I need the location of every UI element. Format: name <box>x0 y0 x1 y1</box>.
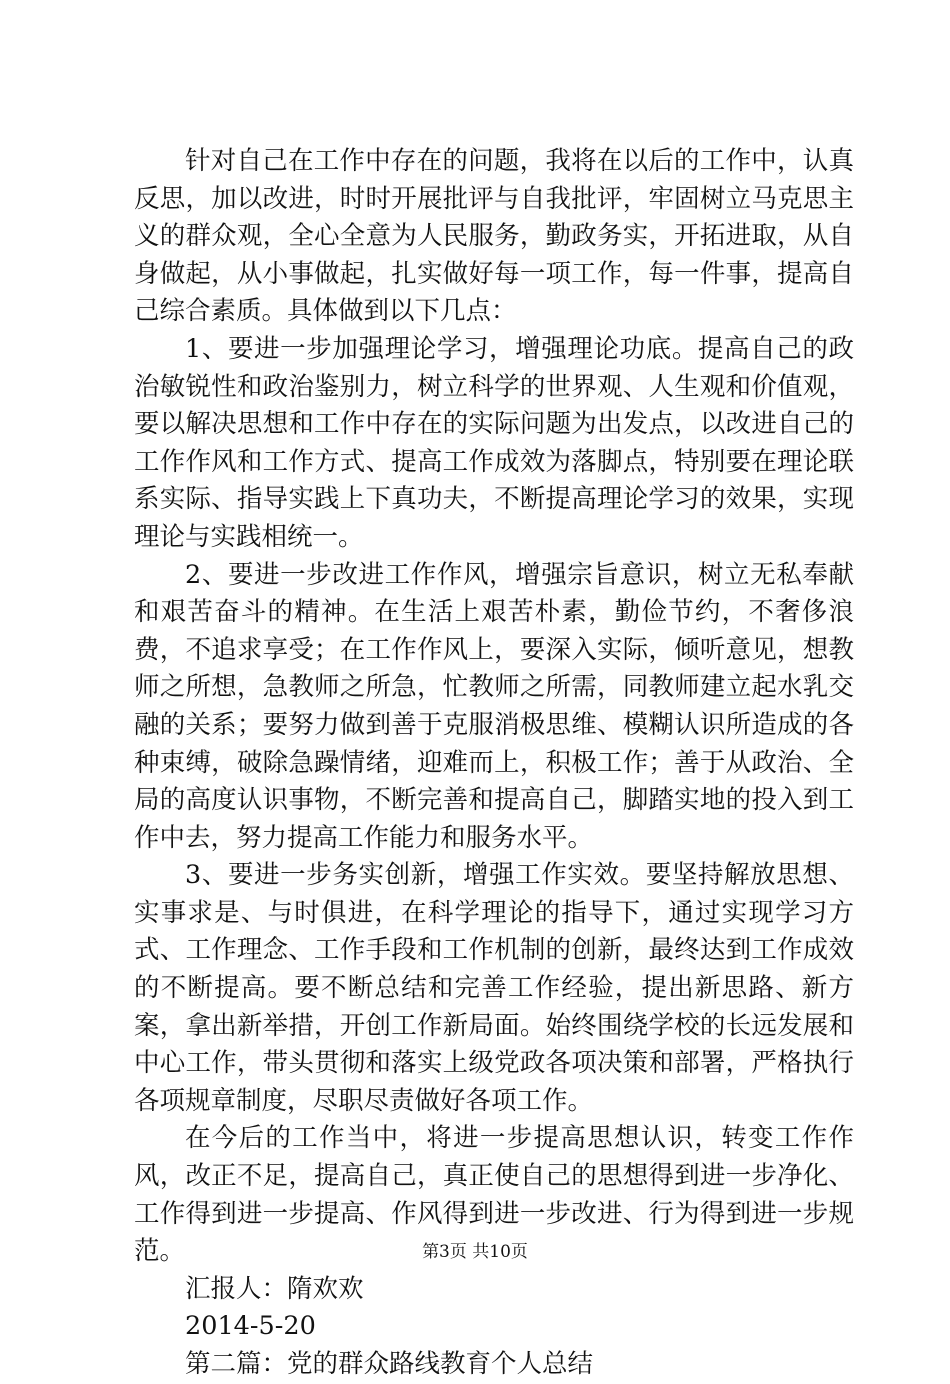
paragraph-point-2: 2、要进一步改进工作作风，增强宗旨意识，树立无私奉献和艰苦奋斗的精神。在生活上艰苦朴素，勤俭节约，不奢侈浪费，不追求享受；在工作作风上，要深入实际，倾听意见，想教师之所想，急教师之所急，忙教师之所需，同教师建立起水乳交融的关系；要努力做到善于克服消极思维、模糊认识所造成的各种束缚，破除急躁情绪，迎难而上，积极工作；善于从政治、全局的高度认识事物，不断完善和提高自己，脚踏实地的投入到工作中去，努力提高工作能力和服务水平。 <box>134 559 854 853</box>
next-section-title: 第二篇：党的群众路线教育个人总结 <box>185 1349 594 1379</box>
date-line: 2014-5-20 <box>185 1311 316 1342</box>
document-body <box>134 143 854 1384</box>
reporter-line: 汇报人：隋欢欢 <box>185 1273 364 1304</box>
paragraph-point-1: 1、要进一步加强理论学习，增强理论功底。提高自己的政治敏锐性和政治鉴别力，树立科学的世界观、人生观和价值观，要以解决思想和工作中存在的实际问题为出发点，以改进自己的工作作风和工作方式、提高工作成效为落脚点，特别要在理论联系实际、指导实践上下真功夫，不断提高理论学习的效果，实现理论与实践相统一。 <box>134 333 854 552</box>
paragraph-conclusion: 在今后的工作当中，将进一步提高思想认识，转变工作作风，改正不足，提高自己，真正使自己的思想得到进一步净化、工作得到进一步提高、作风得到进一步改进、行为得到进一步规范。 <box>134 1123 854 1267</box>
page-footer: 第3页 共10页 <box>422 1242 528 1262</box>
paragraph-point-3: 3、要进一步务实创新，增强工作实效。要坚持解放思想、实事求是、与时俱进，在科学理论的指导下，通过实现学习方式、工作理念、工作手段和工作机制的创新，最终达到工作成效的不断提高。要不断总结和完善工作经验，提出新思路、新方案，拿出新举措，开创工作新局面。始终围绕学校的长远发展和中心工作，带头贯彻和落实上级党政各项决策和部署，严格执行各项规章制度，尽职尽责做好各项工作。 <box>134 860 854 1116</box>
paragraph-intro: 针对自己在工作中存在的问题，我将在以后的工作中，认真反思，加以改进，时时开展批评与自我批评，牢固树立马克思主义的群众观，全心全意为人民服务，勤政务实，开拓进取，从自身做起，从小事做起，扎实做好每一项工作，每一件事，提高自己综合素质。具体做到以下几点： <box>134 146 854 327</box>
